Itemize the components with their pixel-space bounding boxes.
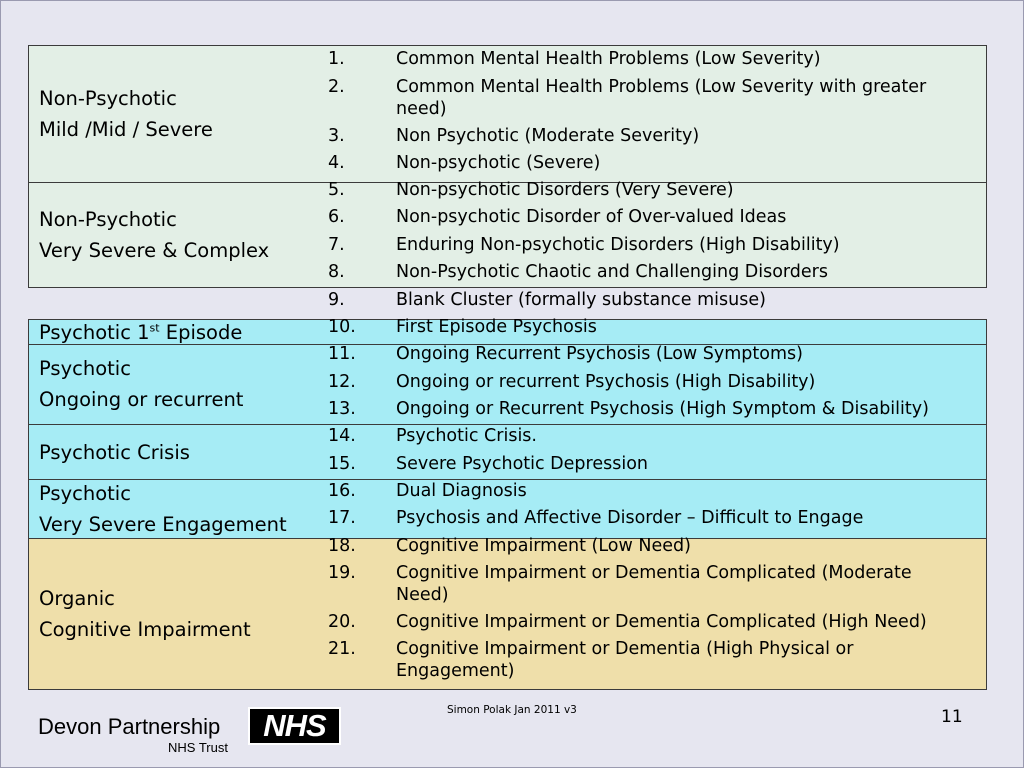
item-text: Severe Psychotic Depression [396,454,649,474]
brand-name: Devon Partnership [38,714,221,739]
item-number: 8. [328,262,345,282]
item-text: Common Mental Health Problems (Low Severity with greater need) [396,77,927,119]
item-text: Non Psychotic (Moderate Severity) [396,126,700,146]
item-text: Cognitive Impairment or Dementia Complicated (Moderate Need) [396,563,912,605]
item-text: Cognitive Impairment or Dementia (High Physical or Engagement) [396,639,854,681]
item-number: 16. [328,481,356,501]
item-text: Cognitive Impairment (Low Need) [396,536,691,556]
item-text: Non-psychotic Disorder of Over-valued Ideas [396,207,787,227]
item-text: Ongoing or recurrent Psychosis (High Disability) [396,372,816,392]
item-number: 19. [328,563,356,583]
item-number: 15. [328,454,356,474]
item-text: Psychotic Crisis. [396,426,537,446]
item-number: 3. [328,126,345,146]
item-number: 20. [328,612,356,632]
trust-label: NHS Trust [168,740,228,755]
item-text: Common Mental Health Problems (Low Severity) [396,49,821,69]
item-text: Dual Diagnosis [396,481,527,501]
group-label: Psychotic 1st Episode [39,321,243,344]
footer-credit: Simon Polak Jan 2011 v3 [447,704,577,716]
item-number: 1. [328,49,345,69]
item-number: 18. [328,536,356,556]
item-text: First Episode Psychosis [396,317,597,337]
item-text: Non-Psychotic Chaotic and Challenging Disorders [396,262,828,282]
item-text: Blank Cluster (formally substance misuse) [396,290,766,310]
item-number: 6. [328,207,345,227]
group-label: Psychotic Crisis [39,441,190,464]
item-number: 7. [328,235,345,255]
item-text: Enduring Non-psychotic Disorders (High Disability) [396,235,840,255]
item-text: Cognitive Impairment or Dementia Complicated (High Need) [396,612,927,632]
page-number: 11 [941,707,963,727]
group-label: Psychotic Ongoing or recurrent [39,357,244,411]
nhs-logo [248,707,341,745]
item-text: Non-psychotic (Severe) [396,153,601,173]
item-number: 21. [328,639,356,659]
item-number: 4. [328,153,345,173]
nhs-logo-text: NHS [250,709,339,743]
item-number: 12. [328,372,356,392]
item-text: Psychosis and Affective Disorder – Difficult to Engage [396,508,864,528]
group-label: Psychotic Very Severe Engagement [39,482,287,536]
item-number: 11. [328,344,356,364]
item-text: Ongoing Recurrent Psychosis (Low Symptoms) [396,344,803,364]
item-text: Ongoing or Recurrent Psychosis (High Symptom & Disability) [396,399,929,419]
item-number: 2. [328,77,345,97]
item-number: 9. [328,290,345,310]
item-number: 5. [328,180,345,200]
item-text: Non-psychotic Disorders (Very Severe) [396,180,734,200]
item-number: 14. [328,426,356,446]
item-number: 17. [328,508,356,528]
group-label: Non-Psychotic Very Severe & Complex [39,208,270,262]
group-label: Non-Psychotic Mild /Mid / Severe [39,87,213,141]
item-number: 13. [328,399,356,419]
group-label: Organic Cognitive Impairment [39,587,251,641]
item-number: 10. [328,317,356,337]
